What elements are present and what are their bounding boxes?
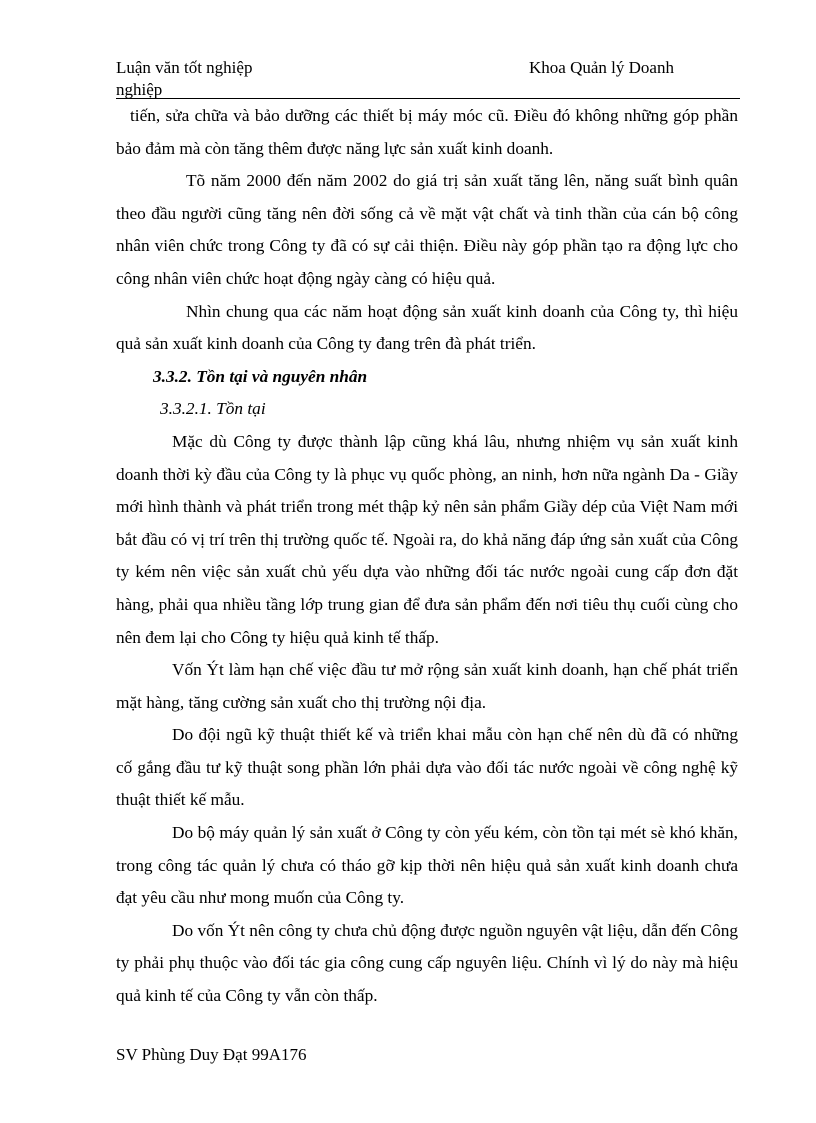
paragraph: Mặc dù Công ty được thành lập cũng khá lâu, nhưng nhiệm vụ sản xuất kinh doanh thời kỳ đầu của Công ty là phục vụ quốc phòng, an ninh, hơn nữa ngành Da - Giầy mới hình thành và phát triển trong mét thập kỷ nên sản phẩm Giầy dép của Việt Nam mới bắt đầu có vị trí trên thị trường quốc tế. Ngoài ra, do khả năng đáp ứng sản xuất của Công ty kém nên việc sản xuất chủ yếu dựa vào những đối tác nước ngoài cung cấp đơn đặt hàng, phải qua nhiều tầng lớp trung gian để đưa sản phẩm đến nơi tiêu thụ cuối cùng cho nên đem lại cho Công ty hiệu quả kinh tế thấp.	[116, 431, 738, 647]
paragraph: Do bộ máy quản lý sản xuất ở Công ty còn yếu kém, còn tồn tại mét sè khó khăn, trong công tác quản lý chưa có tháo gỡ kịp thời nên hiệu quả sản xuất kinh doanh chưa đạt yêu cầu như mong muốn của Công ty.	[116, 823, 738, 908]
header-thesis-title: Luận văn tốt nghiệp	[116, 58, 253, 77]
page-footer: SV Phùng Duy Đạt 99A176	[116, 1045, 307, 1064]
header-thesis-title-wrap: nghiệp	[116, 80, 163, 99]
header-divider	[116, 98, 740, 99]
paragraph: tiến, sửa chữa và bảo dưỡng các thiết bị máy móc cũ. Điều đó không những góp phần bảo đảm mà còn tăng thêm được năng lực sản xuất kinh doanh.	[116, 106, 738, 158]
section-heading: 3.3.2. Tồn tại và nguyên nhân	[153, 366, 368, 386]
paragraph: Do vốn Ýt nên công ty chưa chủ động được nguồn nguyên vật liệu, dẫn đến Công ty phải phụ thuộc vào đối tác gia công cung cấp nguyên liệu. Chính vì lý do này mà hiệu quả kinh tế của Công ty vẫn còn thấp.	[116, 920, 738, 1006]
subsection-heading: 3.3.2.1. Tồn tại	[160, 399, 266, 419]
paragraph: Nhìn chung qua các năm hoạt động sản xuất kinh doanh của Công ty, thì hiệu quả sản xuất kinh doanh của Công ty đang trên đà phát triển.	[116, 301, 738, 354]
header-faculty: Khoa Quản lý Doanh	[529, 58, 674, 77]
paragraph: Vốn Ýt làm hạn chế việc đầu tư mở rộng sản xuất kinh doanh, hạn chế phát triển mặt hàng, tăng cường sản xuất cho thị trường nội địa.	[116, 660, 738, 712]
paragraph: Do đội ngũ kỹ thuật thiết kế và triển khai mẫu còn hạn chế nên dù đã có những cố gắng đầu tư kỹ thuật song phần lớn phải dựa vào đối tác nước ngoài về công nghệ kỹ thuật thiết kế mẫu.	[116, 725, 738, 810]
paragraph: Tõ năm 2000 đến năm 2002 do giá trị sản xuất tăng lên, năng suất bình quân theo đầu người cũng tăng nên đời sống cả về mặt vật chất và tinh thần của cán bộ công nhân viên chức trong Công ty đã có sự cải thiện. Điều này góp phần tạo ra động lực cho công nhân viên chức hoạt động ngày càng có hiệu quả.	[116, 171, 738, 288]
document-body	[116, 100, 738, 1013]
